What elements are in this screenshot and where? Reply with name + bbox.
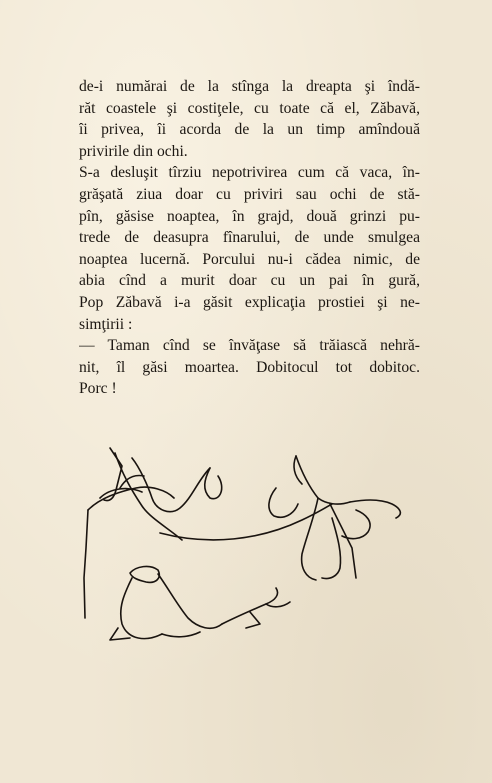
cow-back-stroke [160,504,332,540]
pig-cheek-stroke [269,488,298,517]
cow-head-stroke [84,510,88,618]
text-line: pîn, găsise noaptea, în grajd, două grinzi pu- [79,207,420,225]
cow-head-stroke [120,476,144,489]
text-line: S-a desluşit tîrziu nepotrivirea cum că vaca, în- [79,164,420,182]
straw-stroke [246,612,260,628]
text-line: noaptea lucernă. Porcului nu-i cădea nimic, de [79,250,420,268]
pig-snout-stroke [342,510,370,539]
text-line: Pop Zăbavă i-a găsit explicaţia prostiei şi ne- [79,293,420,311]
creature-stroke [162,632,200,637]
text-line: simţirii : [79,315,133,333]
pig-head-stroke [296,456,350,504]
text-line: trede de deasupra fînarului, de unde smulgea [79,229,420,247]
cow-head-stroke [88,487,174,510]
cow-head-stroke [132,458,210,512]
text-line: grăşată ziua doar cu priviri sau ochi de stă- [79,185,420,203]
creature-stroke [130,566,159,582]
pig-ear-stroke [350,500,400,518]
pig-jaw-stroke [322,518,341,579]
ink-illustration [70,428,430,658]
pig-jaw-stroke [302,498,318,580]
text-line: Porc ! [79,380,117,398]
creature-stroke [110,628,130,640]
text-line: — Taman cînd se învăţase să trăiască nehră- [79,337,420,355]
creature-stroke [158,574,222,628]
creature-stroke [121,578,162,639]
cow-horn-stroke [205,468,222,499]
text-line: abia cînd a murit doar cu un pai în gură, [79,272,420,290]
text-line: privirile din ochi. [79,142,188,160]
text-line: îi privea, îi acorda de la un timp amîndouă [79,121,420,139]
text-line: răt coastele şi costiţele, cu toate că el, Zăbavă, [79,99,420,117]
text-line: nit, îl găsi moartea. Dobitocul tot dobitoc. [79,358,420,376]
body-text [79,76,420,400]
pig-neck-stroke [330,504,356,578]
text-line: de-i numărai de la stînga la dreapta şi îndă- [79,78,420,95]
